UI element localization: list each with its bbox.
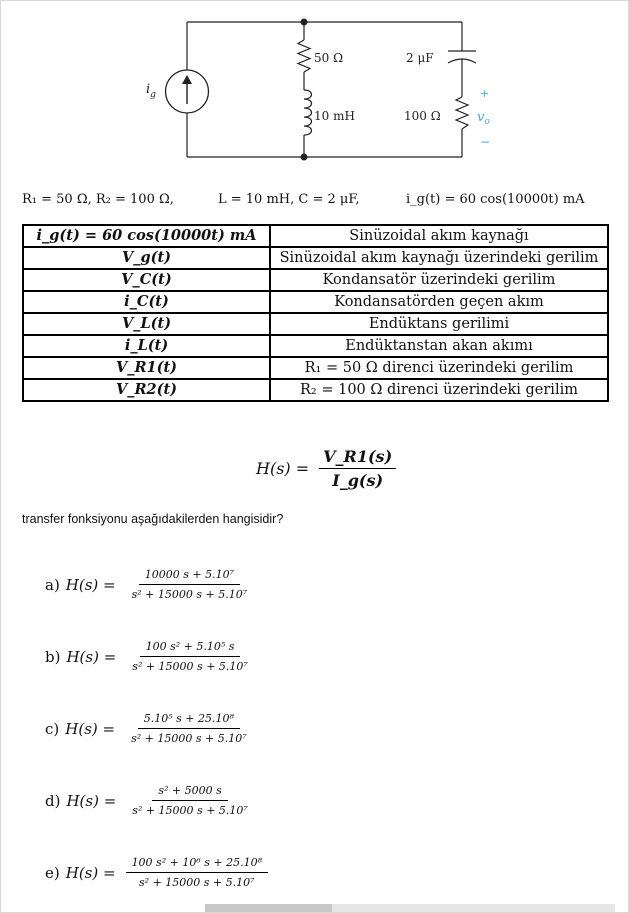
option-denominator: s² + 15000 s + 5.10⁷ [131, 732, 247, 745]
r1-label: 50 Ω [314, 51, 344, 65]
option-numerator: 100 s² + 5.10⁵ s [140, 640, 241, 657]
lc-values: L = 10 mH, C = 2 μF, [218, 192, 360, 207]
option-fraction [126, 784, 254, 817]
variable-symbol: V_R2(t) [23, 379, 270, 401]
resistor-r1 [298, 40, 310, 72]
variable-description: Sinüzoidal akım kaynağı üzerindeki gerilim [270, 247, 608, 269]
option-denominator: s² + 15000 s + 5.10⁷ [131, 588, 248, 601]
option-label: e) [45, 863, 60, 882]
option-label: a) [45, 575, 60, 594]
variable-description: Kondansatörden geçen akım [270, 291, 608, 313]
option-denominator: s² + 15000 s + 5.10⁷ [139, 876, 255, 889]
r-values: R₁ = 50 Ω, R₂ = 100 Ω, [22, 192, 174, 207]
option-b[interactable] [45, 640, 254, 673]
table-row [23, 335, 608, 357]
variable-description: Endüktans gerilimi [270, 313, 608, 335]
l-label: 10 mH [314, 109, 355, 123]
option-lhs: H(s) = [66, 647, 117, 666]
option-e[interactable] [45, 856, 268, 889]
option-numerator: 10000 s + 5.10⁷ [139, 568, 240, 585]
option-lhs: H(s) = [65, 719, 116, 738]
transfer-fraction [319, 447, 396, 490]
option-label: b) [45, 647, 61, 666]
vo-label: v [477, 110, 485, 125]
option-numerator: 100 s² + 10⁶ s + 25.10⁸ [126, 856, 268, 873]
option-denominator: s² + 15000 s + 5.10⁷ [132, 804, 248, 817]
option-label: d) [45, 791, 61, 810]
svg-text:vo [477, 110, 490, 127]
variable-symbol: i_L(t) [23, 335, 270, 357]
variable-description: Sinüzoidal akım kaynağı [270, 225, 608, 247]
transfer-lhs: H(s) = [256, 459, 310, 478]
vo-plus: + [480, 87, 490, 100]
resistor-r2 [456, 97, 468, 129]
vo-sub: o [484, 117, 490, 127]
transfer-numerator: V_R1(s) [319, 447, 396, 469]
variable-description: Endüktanstan akan akımı [270, 335, 608, 357]
variable-symbol: V_C(t) [23, 269, 270, 291]
table-row [23, 313, 608, 335]
c-label: 2 μF [406, 51, 434, 65]
circuit-diagram [0, 0, 629, 180]
table-row [23, 357, 608, 379]
option-fraction [126, 568, 254, 601]
source-label: i [146, 82, 151, 97]
option-lhs: H(s) = [66, 791, 117, 810]
inductor-l [304, 90, 312, 135]
table-row [23, 247, 608, 269]
option-denominator: s² + 15000 s + 5.10⁷ [132, 660, 248, 673]
option-label: c) [45, 719, 60, 738]
variable-description: R₁ = 50 Ω direnci üzerindeki gerilim [270, 357, 608, 379]
vo-minus: − [480, 135, 491, 149]
variables-table [22, 224, 609, 402]
table-row [23, 379, 608, 401]
transfer-function [256, 447, 396, 490]
table-row [23, 269, 608, 291]
transfer-denominator: I_g(s) [332, 471, 384, 490]
variable-description: R₂ = 100 Ω direnci üzerindeki gerilim [270, 379, 608, 401]
question-text: transfer fonksiyonu aşağıdakilerden hangisidir? [22, 512, 284, 526]
option-c[interactable] [45, 712, 253, 745]
option-numerator: s² + 5000 s [152, 784, 227, 801]
option-d[interactable] [45, 784, 254, 817]
variable-symbol: i_C(t) [23, 291, 270, 313]
option-fraction [126, 856, 268, 889]
node-top [301, 19, 308, 26]
variable-description: Kondansatör üzerindeki gerilim [270, 269, 608, 291]
horizontal-scrollbar-thumb[interactable] [205, 904, 332, 912]
table-row [23, 291, 608, 313]
svg-text:ig [146, 82, 156, 100]
r2-label: 100 Ω [404, 109, 441, 123]
option-numerator: 5.10⁵ s + 25.10⁸ [138, 712, 240, 729]
variable-symbol: V_R1(t) [23, 357, 270, 379]
option-lhs: H(s) = [65, 575, 116, 594]
variable-symbol: V_L(t) [23, 313, 270, 335]
option-lhs: H(s) = [65, 863, 116, 882]
source-sub: g [150, 90, 156, 100]
variable-symbol: V_g(t) [23, 247, 270, 269]
table-row [23, 225, 608, 247]
option-fraction [125, 712, 253, 745]
variable-symbol: i_g(t) = 60 cos(10000t) mA [23, 225, 270, 247]
source-value: i_g(t) = 60 cos(10000t) mA [406, 192, 585, 207]
option-fraction [126, 640, 254, 673]
node-bottom [301, 154, 308, 161]
option-a[interactable] [45, 568, 253, 601]
